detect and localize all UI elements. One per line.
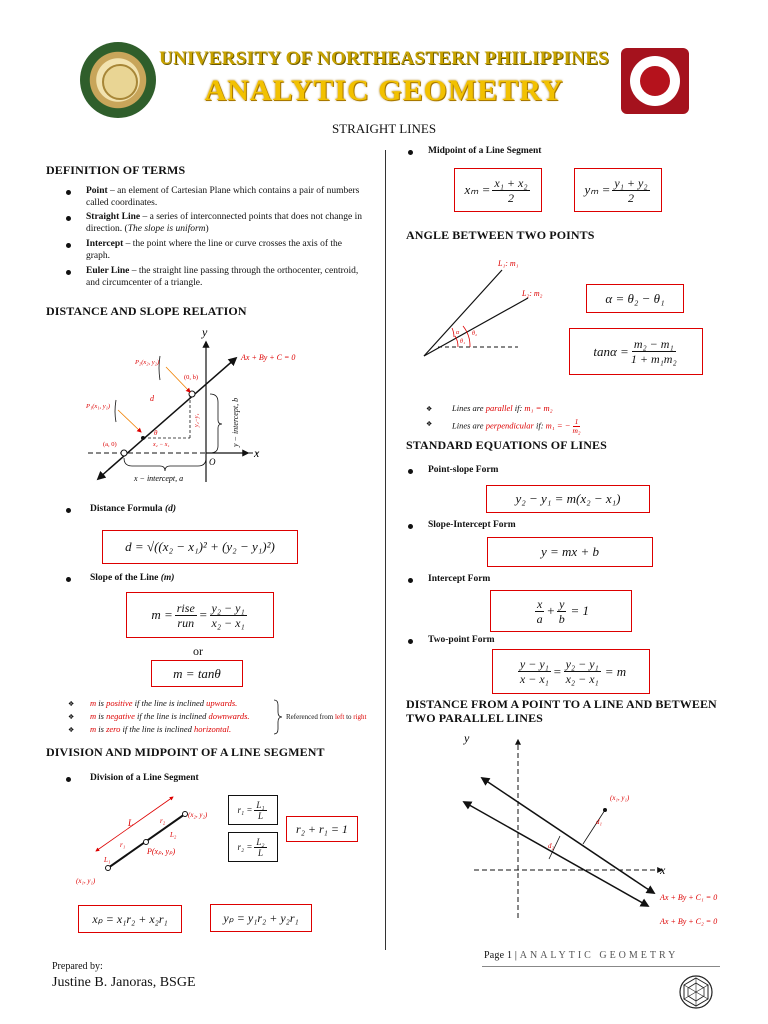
distance-slope-diagram bbox=[78, 322, 368, 492]
origin-label: O bbox=[209, 457, 216, 467]
two-point-box: $\frac{\text{y − y₁}}{\text{x − x₁}}$ = $\frac{\text{y₂ − y₁}}{\text{x₂ − x₁}}$ = m bbox=[492, 649, 650, 694]
angle-diagram bbox=[410, 252, 570, 370]
note-zero: m is zero if the line is inclined horizontal. bbox=[90, 724, 232, 734]
intercept-form-label: Intercept Form bbox=[428, 574, 491, 584]
slope-intercept-box: y = mx + b bbox=[487, 537, 653, 567]
topic-title: STRAIGHT LINES bbox=[331, 121, 437, 136]
or-label: or bbox=[193, 644, 203, 658]
distance-formula-label: Distance Formula (d) bbox=[90, 504, 177, 514]
bullet-icon bbox=[66, 243, 71, 248]
note-positive: m is positive if the line is inclined upwards. bbox=[90, 698, 238, 708]
bullet-icon bbox=[408, 578, 413, 583]
d2-label: d₂ bbox=[548, 842, 554, 850]
heading-distance-parallel-lines: TWO PARALLEL LINES bbox=[406, 711, 543, 725]
intercept-form-box: $\frac{x}{a}$ + $\frac{y}{b}$ = 1 bbox=[490, 590, 632, 632]
l1-label: L₁: m₁ bbox=[498, 259, 519, 268]
bullet-icon bbox=[408, 150, 413, 155]
point-label: (x₁, y₁) bbox=[610, 794, 630, 802]
l2-label: L₂ bbox=[170, 831, 177, 839]
alpha-label: α bbox=[456, 330, 460, 336]
heading-angle: ANGLE BETWEEN TWO POINTS bbox=[406, 228, 595, 242]
r1-label: r₁ bbox=[120, 841, 126, 849]
p2-label: (x₂, y₂) bbox=[188, 811, 208, 819]
point-slope-box: y₂ − y₁ = m(x₂ − x₁) bbox=[486, 485, 650, 513]
college-seal-logo bbox=[621, 48, 689, 114]
a-point-label: (a, 0) bbox=[103, 441, 117, 448]
alpha-formula-box: α = θ₂ − θ₁ bbox=[586, 284, 684, 313]
r1-box: r₁ = $\frac{\text{L₁}}{L}$ bbox=[228, 795, 278, 825]
parallel-note: Lines are parallel if: m₁ = m₂ bbox=[452, 403, 553, 413]
d-label: d bbox=[150, 394, 154, 403]
tan-alpha-box: tanα = $\frac{\text{m₂ − m₁}}{\text{1 + m₁m₂}}$ bbox=[569, 328, 703, 375]
bullet-icon bbox=[66, 270, 71, 275]
x-axis-label: x bbox=[660, 863, 666, 877]
xm-formula-box: xₘ = $\frac{\text{x₁ + x₂}}{2}$ bbox=[454, 168, 542, 212]
heading-distance-slope: DISTANCE AND SLOPE RELATION bbox=[46, 304, 247, 318]
term-point: Point – an element of Cartesian Plane which contains a pair of numbers called coordinates. bbox=[86, 186, 360, 208]
author-name: Justine B. Janoras, BSGE bbox=[52, 975, 196, 990]
r2-label: r₂ bbox=[160, 817, 166, 825]
ym-formula-box: yₘ = $\frac{\text{y₁ + y₂}}{2}$ bbox=[574, 168, 662, 212]
bullet-icon bbox=[66, 508, 71, 513]
l2-label: L₂: m₂ bbox=[522, 289, 543, 298]
heading-division-midpoint: DIVISION AND MIDPOINT OF A LINE SEGMENT bbox=[46, 745, 325, 759]
prepared-by-label: Prepared by: bbox=[52, 961, 103, 972]
university-name: UNIVERSITY OF NORTHEASTERN PHILIPPINES bbox=[158, 48, 610, 69]
point-a bbox=[121, 450, 127, 456]
d1-segment bbox=[583, 810, 605, 844]
yp-formula-box: yₚ = y₁r₂ + y₂r₁ bbox=[210, 904, 312, 932]
subject-title: ANALYTIC GEOMETRY bbox=[204, 74, 564, 107]
p-label: P(xₚ, yₚ) bbox=[147, 847, 176, 856]
p1-label: P₁(x₁, y₁) bbox=[86, 403, 111, 410]
footer-rule bbox=[482, 966, 720, 967]
perpendicular-note: Lines are perpendicular if: m₁ = − $\frac{1}{\text{m₂}}$ bbox=[452, 417, 581, 435]
p2-label: P₂(x₂, y₂) bbox=[135, 359, 160, 366]
theta2-label: θ₂ bbox=[472, 331, 478, 337]
bullet-icon bbox=[408, 639, 413, 644]
term-euler-line: Euler Line – the straight line passing through the orthocenter, centroid, and circumcenter of a triangle. bbox=[86, 266, 359, 288]
slope-formula-box: m = $\frac{\text{rise}}{\text{run}}$ = $\frac{\text{y₂ − y₁}}{\text{x₂ − x₁}}$ bbox=[126, 592, 274, 638]
theta1-label: θ₁ bbox=[460, 339, 466, 345]
bullet-icon bbox=[66, 216, 71, 221]
page-footer: Page 1 | ANALYTIC GEOMETRY bbox=[484, 950, 679, 961]
l1-label: L₁ bbox=[104, 856, 111, 864]
line-1 bbox=[464, 802, 648, 906]
dy-label: y₂−y₁ bbox=[194, 413, 200, 427]
heading-standard-equations: STANDARD EQUATIONS OF LINES bbox=[406, 438, 607, 452]
slope-label: Slope of the Line (m) bbox=[90, 573, 175, 583]
b-point-label: (0, b) bbox=[184, 374, 199, 381]
point-slope-label: Point-slope Form bbox=[428, 465, 499, 475]
page-header bbox=[0, 0, 768, 148]
referenced-note: Referenced from left to right bbox=[286, 713, 367, 721]
r2-box: r₂ = $\frac{\text{L₂}}{L}$ bbox=[228, 832, 278, 862]
term-straight-line: Straight Line – a series of interconnected points that does not change in direction. (The slope is uniform) bbox=[86, 212, 362, 234]
slope-tan-box: m = tanθ bbox=[151, 660, 243, 687]
bullet-icon bbox=[408, 524, 413, 529]
l-label: L bbox=[128, 818, 134, 828]
bullet-icon bbox=[408, 469, 413, 474]
geometric-logo-icon bbox=[678, 974, 714, 1010]
midpoint-label: Midpoint of a Line Segment bbox=[428, 146, 542, 156]
r-sum-box: r₂ + r₁ = 1 bbox=[286, 816, 358, 842]
point-line-distance-diagram bbox=[450, 728, 735, 932]
brace-icon bbox=[272, 699, 284, 735]
dx-label: x₂ − x₁ bbox=[153, 442, 170, 448]
slope-intercept-label: Slope-Intercept Form bbox=[428, 520, 516, 530]
line-2-equation: Ax + By + C₂ = 0 bbox=[660, 917, 718, 926]
line-equation-label: Ax + By + C = 0 bbox=[241, 353, 296, 362]
division-diagram bbox=[70, 788, 230, 888]
line-1-equation: Ax + By + C₁ = 0 bbox=[660, 893, 718, 902]
note-negative: m is negative if the line is inclined downwards. bbox=[90, 711, 250, 721]
distance-formula-box: d = √((x₂ − x₁)² + (y₂ − y₁)²) bbox=[102, 530, 298, 564]
term-intercept: Intercept – the point where the line or curve crosses the axis of the graph. bbox=[86, 239, 342, 261]
x-axis-label: x bbox=[254, 446, 260, 460]
bullet-icon bbox=[66, 777, 71, 782]
heading-distance-point-line: DISTANCE FROM A POINT TO A LINE AND BETWEEN bbox=[406, 697, 717, 711]
heading-definition-of-terms: DEFINITION OF TERMS bbox=[46, 163, 186, 177]
y-intercept-label: y − intercept, b bbox=[231, 397, 240, 447]
d1-label: d₁ bbox=[596, 818, 602, 826]
x-intercept-label: x − intercept, a bbox=[134, 474, 184, 483]
column-divider bbox=[385, 150, 386, 950]
bullet-icon bbox=[66, 190, 71, 195]
bullet-icon bbox=[66, 577, 71, 582]
p1-label: (x₁, y₁) bbox=[76, 877, 96, 885]
theta-label: θ bbox=[154, 429, 158, 437]
division-label: Division of a Line Segment bbox=[90, 773, 199, 783]
two-point-label: Two-point Form bbox=[428, 635, 495, 645]
xp-formula-box: xₚ = x₁r₂ + x₂r₁ bbox=[78, 905, 182, 933]
y-axis-label: y bbox=[464, 731, 470, 745]
y-axis-label: y bbox=[202, 325, 208, 339]
